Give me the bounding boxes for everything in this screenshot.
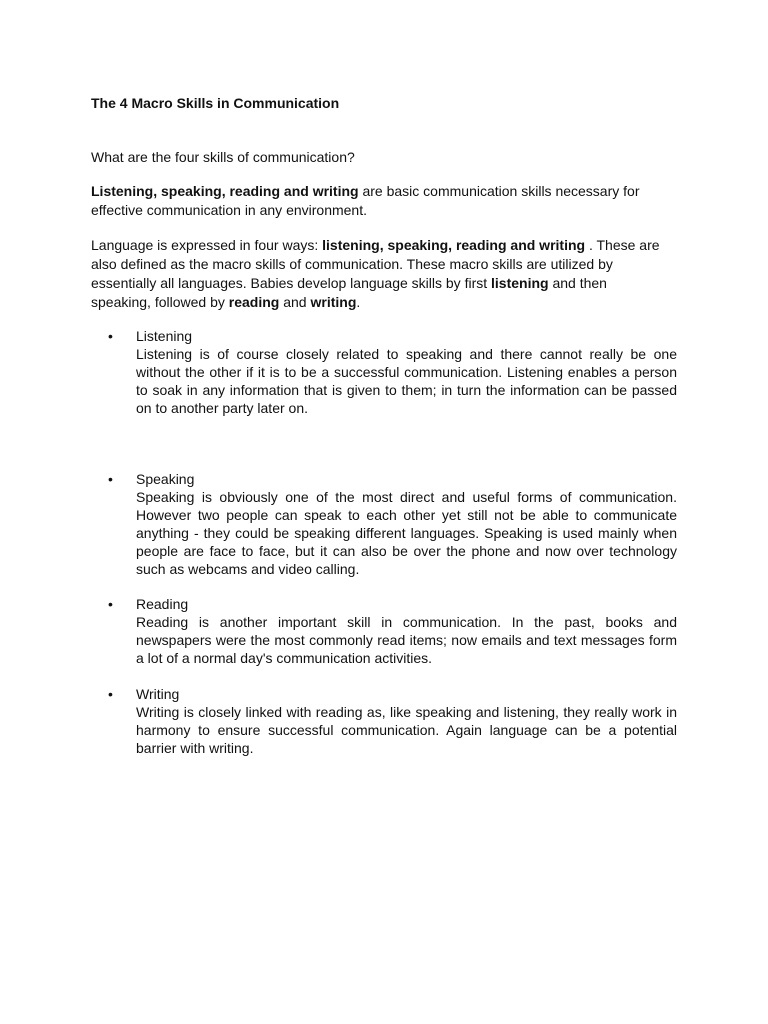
bullet-icon: • — [108, 328, 113, 344]
intro-text: are basic communication skills necessary for effective communication in any environment. — [91, 183, 640, 218]
list-item-body — [136, 595, 677, 667]
skill-text-listening: Listening is of course closely related to speaking and there cannot really be one without the other if it is to be a successful communication. Listening enables a person to soak in any information that is given to them; in turn the information can be passed on to another party later on. — [136, 346, 677, 416]
list-item-body — [136, 327, 677, 417]
language-bold-listening: listening — [491, 275, 549, 291]
skill-heading-speaking: Speaking — [136, 471, 195, 487]
intro-bold-skills: Listening, speaking, reading and writing — [91, 183, 359, 199]
bullet-icon: • — [108, 686, 113, 702]
skill-text-writing: Writing is closely linked with reading as, like speaking and listening, they really work in harmony to ensure successful communication. Again language can be a potential barrier with writing. — [136, 704, 677, 756]
question-paragraph: What are the four skills of communication? — [91, 149, 355, 165]
language-text-4: and — [279, 294, 311, 310]
language-text-5: . — [356, 294, 361, 310]
skill-text-reading: Reading is another important skill in communication. In the past, books and newspapers were the most commonly read items; now emails and text messages form a lot of a normal day's communication activities. — [136, 614, 677, 666]
document-title: The 4 Macro Skills in Communication — [91, 95, 340, 111]
skill-text-speaking: Speaking is obviously one of the most direct and useful forms of communication. However two people can speak to each other yet still not be able to communicate anything - they could be speaking different languages. Speaking is used mainly when people are face to face, but it can also be over the phone and now over technology such as webcams and video calling. — [136, 489, 677, 577]
list-item-body — [136, 470, 677, 578]
skill-heading-writing: Writing — [136, 686, 180, 702]
language-text-3: and then speaking, followed by — [91, 275, 607, 310]
language-text-2: . These are also defined as the macro skills of communication. These macro skills are utilized by essentially all languages. Babies develop language skills by first — [91, 237, 660, 291]
list-item-body — [136, 685, 677, 757]
language-bold-writing: writing — [310, 294, 357, 310]
bullet-icon: • — [108, 596, 113, 612]
skill-heading-listening: Listening — [136, 328, 193, 344]
language-bold-reading: reading — [228, 294, 280, 310]
skill-heading-reading: Reading — [136, 596, 189, 612]
language-bold-skills: listening, speaking, reading and writing — [322, 237, 586, 253]
bullet-icon: • — [108, 471, 113, 487]
language-text-1: Language is expressed in four ways: — [91, 237, 323, 253]
